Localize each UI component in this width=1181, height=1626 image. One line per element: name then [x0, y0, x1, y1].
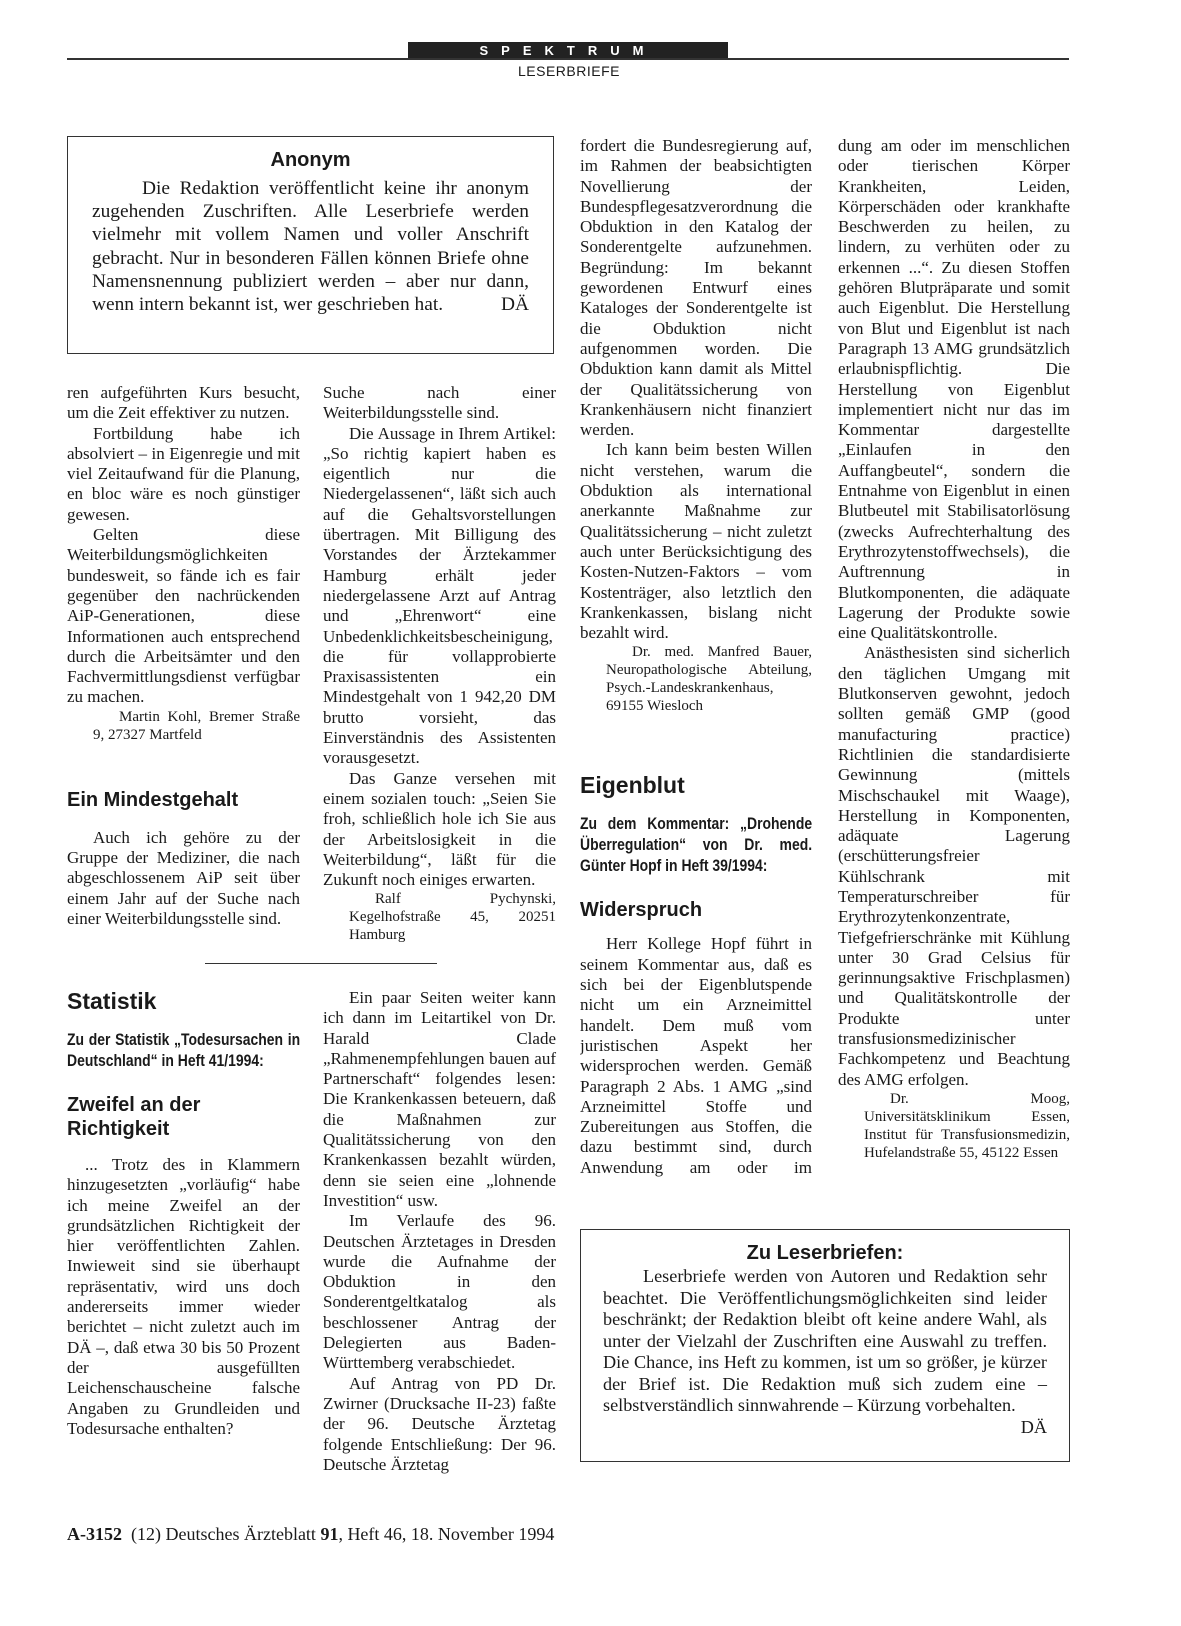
anonym-box-text: Die Redaktion veröffentlicht keine ihr anonym zugehenden Zuschriften. Alle Leserbriefe werden vielmehr mit vollem Namen und voller Anschrift gebracht. Nur in besonderen Fällen können Briefe ohne Namensnennung publiziert werden – aber nur dann, wenn intern bekannt ist, wer geschrieben hat. DÄ [92, 178, 529, 316]
eigenblut-intro: Zu dem Kommentar: „Drohende Überregulation“ von Dr. med. Günter Hopf in Heft 39/1994: [580, 814, 813, 876]
letter2-body [67, 828, 300, 930]
header-rule [67, 58, 1069, 60]
section-banner [408, 42, 728, 58]
footer-page-code: A-3152 [67, 1524, 122, 1544]
eigenblut-heading: Eigenblut [580, 772, 685, 799]
footer-issue: , Heft 46, 18. November 1994 [338, 1524, 555, 1544]
subsection-title: LESERBRIEFE [518, 63, 620, 79]
letter1-paragraph-2: Fortbildung habe ich absolviert – in Eigenregie und mit viel Zeitaufwand für die Planung, en bloc wäre es noch günstiger gewesen. [67, 423, 300, 524]
statistik-intro: Zu der Statistik „Todesursachen in Deutschland“ in Heft 41/1994: [67, 1030, 301, 1070]
letter2-paragraph-2: Die Aussage in Ihrem Artikel: „So richtig kapiert haben es eigentlich nur die Niedergelassenen“, läßt sich auch auf die Gehaltsvorstellungen übertragen. Mit Billigung des Vorstandes der Ärztekammer Hamburg erhält jeder niedergelassene Arzt auf Antrag und „Ehrenwort“ eine Unbedenklichkeitsbescheinigung, die für vollapprobierte Praxisassistenten ein Mindestgehalt von 1 942,20 DM brutto vorsieht, das Einverständnis des Assistenten vorausgesetzt. [323, 423, 556, 768]
eigenblut-paragraph-2: Anästhesisten sind sicherlich den täglichen Umgang mit Blutkonserven gewohnt, jedoch sollten gemäß GMP (good manufacturing practice) Richtlinien die standardisierte Gewinnung (mittels Mischschaukel mit Waage), Herstellung in Komponenten, adäquate Lagerung (erschütterungsfreier Kühlschrank mit Temperaturschreiber für Erythrozytenkonzentrate, Tiefgefrierschränke mit Kühlung unter 30 Grad Celsius für gerinnungsaktive Frischplasmen) und Qualitätskontrolle der Produkte unter transfusionsmedizinischer Fachkompetenz und Beachtung des AMG erfolgen. [838, 643, 1070, 1089]
section-title: SPEKTRUM [479, 43, 657, 58]
footer-journal: (12) Deutsches Ärzteblatt [131, 1524, 321, 1544]
statistik-paragraph-1: ... Trotz des in Klammern hinzugesetzten „vorläufig“ habe ich meine Zweifel an der grundsätzlichen Richtigkeit der hier veröffentlichten Zahlen. Inwieweit sind sie überhaupt repräsentativ, wird uns doch andererseits immer wieder berichtet – nicht zuletzt auch im DÄ –, daß etwa 30 bis 50 Prozent der ausgefüllten Leichenschauscheine falsche Angaben zu Grundleiden und Todesursache enthalten? [67, 1155, 300, 1438]
statistik-column-2 [323, 988, 556, 1475]
eigenblut-body-start [580, 934, 812, 1178]
leserbriefe-box [580, 1229, 1070, 1462]
eigenblut-continued: dung am oder im menschlichen oder tierischen Körper Krankheiten, Leiden, Körperschäden oder krankhafte Beschwerden zu heilen, zu lindern, zu verhüten oder zu erkennen ...“. Zu diesen Stoffen gehören Blutpräparate und somit auch Eigenblut. Die Herstellung von Blut und Eigenblut ist nach Paragraph 13 AMG grundsätzlich erlaubnispflichtig. Die Herstellung von Eigenblut implementiert nicht nur das im Kommentar dargestellte „Einlaufen in den Auffangbeutel“, sondern die Entnahme von Eigenblut in einen Blutbeutel mit Stabilisatorlösung (zwecks Aufrechterhaltung des Erythrozytenstoffwechsels), die Auftrennung in Blutkomponenten, die adäquate Lagerung der Produkte sowie eine Qualitätskontrolle. [838, 136, 1070, 643]
statistik-paragraph-3: Im Verlaufe des 96. Deutschen Ärztetages in Dresden wurde die Aufnahme der Obduktion in den Sonderentgeltkatalog als beschlossener Antrag der Delegierten aus Baden-Württemberg verabschiedet. [323, 1211, 556, 1373]
statistik-column [67, 987, 300, 1439]
anonym-box [67, 136, 554, 354]
letter1-signature: Martin Kohl, Bremer Straße 9, 27327 Martfeld [93, 708, 300, 743]
statistik-column-3 [580, 136, 812, 1178]
letter2-signature: Ralf Pychynski, Kegelhofstraße 45, 20251 Hamburg [349, 891, 556, 944]
letter2-paragraph-1: Auch ich gehöre zu der Gruppe der Mediziner, die nach abgeschlossenem AiP seit über einem Jahr auf der Suche nach einer Weiterbildungsstelle sind. [67, 827, 300, 928]
letter1-column [67, 383, 300, 930]
letter2-heading: Ein Mindestgehalt [67, 788, 239, 811]
letter1-paragraph-1: ren aufgeführten Kurs besucht, um die Zeit effektiver zu nutzen. [67, 383, 300, 423]
leserbriefe-box-title: Zu Leserbriefen: [746, 1242, 904, 1264]
letter1-paragraph-3: Gelten diese Weiterbildungsmöglichkeiten bundesweit, so fände ich es fair gegenüber den nachrückenden AiP-Generationen, diese Informationen auch entsprechend durch die Arbeitsämter und den Fachvermittlungsdienst verfügbar zu machen. [67, 525, 300, 707]
statistik-paragraph-6: Ich kann beim besten Willen nicht verstehen, warum die Obduktion als international anerkannte Maßnahme zur Qualitätssicherung – nicht zuletzt auch unter Berücksichtigung des Kosten-Nutzen-Faktors – vom Kostenträger, also letztlich den Krankenkassen, bislang nicht bezahlt wird. [580, 440, 812, 643]
anonym-box-sign: DÄ [500, 294, 529, 316]
statistik-subheading: Zweifel an der Richtigkeit [67, 1094, 201, 1140]
statistik-paragraph-2: Ein paar Seiten weiter kann ich dann im Leitartikel von Dr. Harald Clade „Rahmenempfehlungen bauen auf Partnerschaft“ folgendes lesen: Die Krankenkassen beteuern, daß die Maßnahmen zur Qualitätssicherung von den Krankenkassen bezahlt würden, denn sie seien eine „lohnende Investition“ usw. [323, 988, 556, 1210]
letter2-paragraph-3: Das Ganze versehen mit einem sozialen touch: „Seien Sie froh, schließlich hole ich Sie aus der Arbeitslosigkeit in die Weiterbildung“, läßt für die Zukunft noch einiges erwarten. [323, 768, 556, 890]
column-divider [205, 963, 437, 964]
letter2-continued: Suche nach einer Weiterbildungsstelle sind. [323, 383, 556, 423]
eigenblut-subheading: Widerspruch [580, 899, 703, 922]
eigenblut-signature: Dr. Moog, Universitätsklinikum Essen, Institut für Transfusionsmedizin, Hufelandstraße 55, 45122 Essen [864, 1090, 1070, 1161]
eigenblut-column-4 [838, 136, 1070, 1162]
letter2-column [323, 383, 556, 944]
footer [67, 1523, 554, 1545]
footer-volume: 91 [320, 1524, 339, 1544]
statistik-paragraph-4: Auf Antrag von PD Dr. Zwirner (Drucksache II-23) faßte der 96. Deutsche Ärztetag folgende Entschließung: Der 96. Deutsche Ärztetag [323, 1373, 556, 1474]
eigenblut-paragraph-1: Herr Kollege Hopf führt in seinem Kommentar aus, daß es sich bei der Eigenblutspende nicht um ein Arzneimittel handelt. Dem muß vom juristischen Aspekt her widersprochen werden. Gemäß Paragraph 2 Abs. 1 AMG „sind Arzneimittel Stoffe und Zubereitungen aus Stoffen, die dazu bestimmt sind, durch Anwendung am oder im [580, 934, 812, 1177]
statistik-paragraph-5: fordert die Bundesregierung auf, im Rahmen der beabsichtigten Novellierung der Bundespflegesatzverordnung die Obduktion in den Katalog der Sonderentgelte aufzunehmen. Begründung: Im bekannt gewordenen Entwurf eines Kataloges der Sonderentgelte ist die Obduktion nicht aufgenommen worden. Die Obduktion kann damit als Mittel der Qualitätssicherung von Krankenhäusern nicht finanziert werden. [580, 136, 812, 440]
anonym-box-title: Anonym [270, 149, 351, 171]
leserbriefe-box-text: Leserbriefe werden von Autoren und Redaktion sehr beachtet. Die Veröffentlichungsmöglichkeiten sind leider beschränkt; der Redaktion bleibt oft keine andere Wahl, als unter der Vielzahl der Zuschriften eine Auswahl zu treffen. Die Chance, ins Heft zu kommen, ist um so größer, je kürzer der Brief ist. Die Redaktion muß sich zudem eine – selbstverständlich sinnwahrende – Kürzung vorbehalten. DÄ [603, 1266, 1047, 1437]
statistik-heading: Statistik [67, 988, 157, 1014]
leserbriefe-box-sign: DÄ [1020, 1416, 1047, 1437]
statistik-signature: Dr. med. Manfred Bauer, Neuropathologische Abteilung, Psych.-Landeskrankenhaus, 69155 Wiesloch [606, 644, 812, 715]
